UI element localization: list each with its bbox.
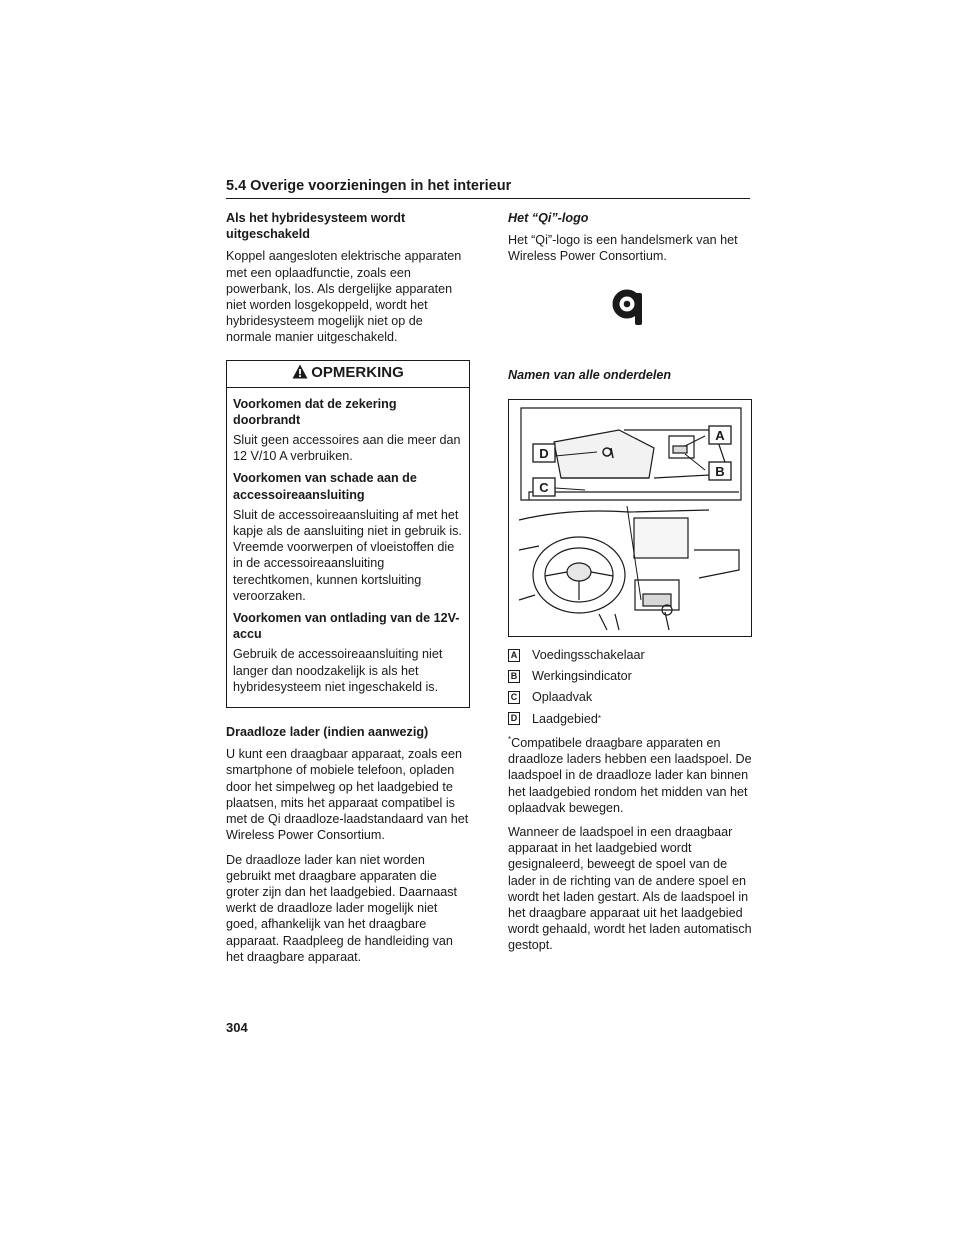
diagram-label-b: B — [715, 464, 725, 480]
legend-key: B — [508, 670, 520, 683]
heading-qi-logo: Het “Qi”-logo — [508, 211, 589, 225]
right-column — [508, 210, 752, 962]
section-rule — [226, 198, 750, 199]
legend-key: A — [508, 649, 520, 662]
paragraph-charger-intro: U kunt een draagbaar apparaat, zoals een smartphone of mobiele telefoon, opladen door het simpelweg op het laadgebied te plaatsen, mits het apparaat compatibel is met de Qi draadloze-laadstandaard van het Wireless Power Consortium. — [226, 747, 469, 843]
notice-heading-socket: Voorkomen van schade aan de accessoireaansluiting — [233, 471, 417, 502]
warning-icon — [292, 364, 308, 384]
diagram-label-d: D — [539, 446, 549, 462]
footnote-text: Compatibele draagbare apparaten en draadloze laders hebben een laadspoel. De laadspoel in de draadloze lader kan binnen het laadgebied rondom het midden van het oplaadvak bewegen. — [508, 736, 752, 815]
legend-item — [508, 711, 752, 727]
heading-hybrid-off: Als het hybridesysteem wordt uitgeschakeld — [226, 211, 406, 242]
heading-wireless-charger: Draadloze lader (indien aanwezig) — [226, 725, 429, 740]
footnote-mark: * — [508, 734, 512, 744]
notice-header — [227, 361, 469, 388]
legend-text: Voedingsschakelaar — [532, 648, 645, 663]
paragraph-coil: Wanneer de laadspoel in een draagbaar apparaat in het laadgebied wordt gesignaleerd, beweegt de spoel van de lader in de richting van de andere spoel en wordt het laden gestart. Als de laadspoel in het draagbare apparaat uit het laadgebied wordt gehaald, wordt het laden automatisch gestopt. — [508, 825, 752, 953]
paragraph-charger-limits: De draadloze lader kan niet worden gebruikt met draagbare apparaten die groter zijn dan het laadgebied. Daarnaast werkt de draadloze lader mogelijk niet goed, afhankelijk van het draagbare apparaat. Raadpleeg de handleiding van het draagbare apparaat. — [226, 852, 458, 964]
notice-text-socket: Sluit de accessoireaansluiting af met het kapje als de aansluiting niet in gebruik is. Vreemde voorwerpen of vloeistoffen die in de accessoireaansluiting terechtkomen, kunnen kortsluiting veroorzaken. — [233, 507, 462, 603]
page-number: 304 — [226, 1020, 248, 1035]
left-column — [226, 210, 470, 973]
notice-text-fuse: Sluit geen accessoires aan die meer dan 12 V/10 A verbruiken. — [233, 433, 461, 464]
notice-text-battery: Gebruik de accessoireaansluiting niet langer dan noodzakelijk is als het hybridesysteem niet ingeschakeld is. — [233, 647, 443, 694]
qi-logo-icon — [508, 285, 752, 333]
notice-body — [227, 388, 469, 695]
notice-heading-battery: Voorkomen van ontlading van de 12V-accu — [233, 611, 460, 642]
legend-key: D — [508, 712, 520, 725]
legend-item — [508, 689, 752, 705]
notice-box — [226, 360, 470, 708]
heading-parts: Namen van alle onderdelen — [508, 367, 672, 382]
legend-text: Oplaadvak — [532, 690, 593, 705]
notice-title: OPMERKING — [311, 363, 404, 381]
parts-legend — [508, 647, 752, 727]
notice-heading-fuse: Voorkomen dat de zekering doorbrandt — [233, 396, 397, 427]
paragraph-hybrid-off: Koppel aangesloten elektrische apparaten met een oplaadfunctie, zoals een powerbank, los. Als dergelijke apparaten niet worden losgekoppeld, wordt het hybridesysteem mogelijk niet op de normale manier uitgeschakeld. — [226, 249, 462, 345]
legend-text: Werkingsindicator — [532, 669, 632, 684]
legend-item — [508, 668, 752, 684]
legend-footnote-mark: * — [597, 713, 601, 723]
diagram-label-c: C — [539, 480, 549, 496]
legend-item — [508, 647, 752, 663]
section-title: 5.4 Overige voorzieningen in het interieur — [226, 178, 512, 194]
paragraph-qi-logo: Het “Qi”-logo is een handelsmerk van het Wireless Power Consortium. — [508, 233, 738, 264]
diagram-label-a: A — [715, 428, 725, 444]
legend-key: C — [508, 691, 520, 704]
legend-text: Laadgebied — [532, 711, 598, 726]
charger-diagram — [508, 399, 752, 637]
footnote — [508, 732, 752, 816]
